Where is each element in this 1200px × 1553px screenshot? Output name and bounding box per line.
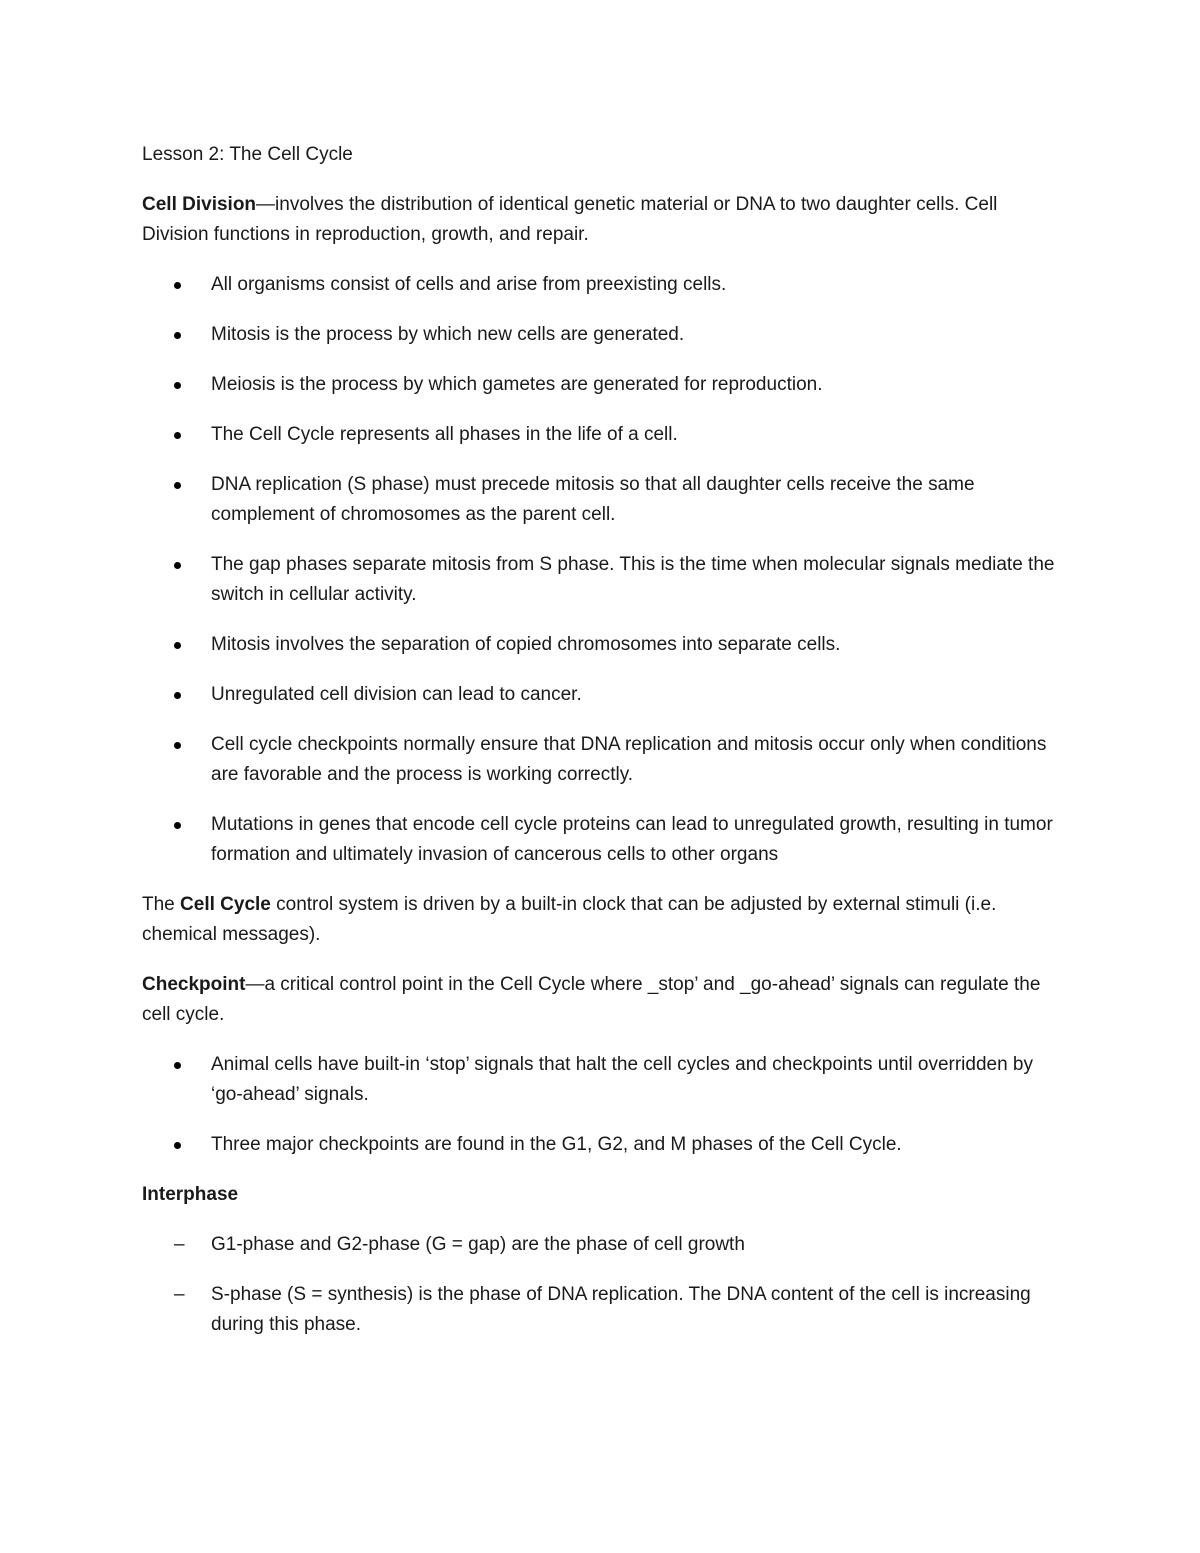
list-item: Meiosis is the process by which gametes are generated for reproduction. <box>142 370 1062 400</box>
bullet-icon <box>174 742 181 749</box>
bullet-icon <box>174 692 181 699</box>
interphase-list <box>142 1230 1062 1340</box>
checkpoint-list <box>142 1050 1062 1160</box>
bullet-icon <box>174 482 181 489</box>
document-page <box>142 140 1062 1360</box>
cell-division-paragraph <box>142 190 1062 250</box>
list-item: – S-phase (S = synthesis) is the phase of DNA replication. The DNA content of the cell is increasing during this phase. <box>142 1280 1062 1340</box>
list-item: Unregulated cell division can lead to cancer. <box>142 680 1062 710</box>
cell-division-term: Cell Division <box>142 194 257 215</box>
list-item: The Cell Cycle represents all phases in the life of a cell. <box>142 420 1062 450</box>
checkpoint-paragraph <box>142 970 1062 1030</box>
bullet-icon <box>174 1142 181 1149</box>
checkpoint-term: Checkpoint <box>142 974 246 995</box>
bullet-icon <box>174 382 181 389</box>
list-item: All organisms consist of cells and arise from preexisting cells. <box>142 270 1062 300</box>
list-item: Mitosis is the process by which new cells are generated. <box>142 320 1062 350</box>
checkpoint-definition: —a critical control point in the Cell Cycle where _stop’ and _go-ahead’ signals can regulate the cell cycle. <box>142 974 1041 1025</box>
bullet-icon <box>174 642 181 649</box>
bullet-icon <box>174 1062 181 1069</box>
interphase-heading: Interphase <box>142 1184 239 1205</box>
bullet-icon <box>174 332 181 339</box>
list-item: Cell cycle checkpoints normally ensure that DNA replication and mitosis occur only when conditions are favorable and the process is working correctly. <box>142 730 1062 790</box>
list-item: Mitosis involves the separation of copied chromosomes into separate cells. <box>142 630 1062 660</box>
bullet-icon <box>174 282 181 289</box>
control-system-paragraph: The Cell Cycle control system is driven by a built-in clock that can be adjusted by external stimuli (i.e. chemical messages). <box>142 894 997 945</box>
bullet-icon <box>174 562 181 569</box>
cell-division-definition: —involves the distribution of identical genetic material or DNA to two daughter cells. Cell Division functions in reproduction, growth, and repair. <box>142 194 998 245</box>
cell-cycle-term: Cell Cycle <box>180 894 271 915</box>
bullet-icon <box>174 432 181 439</box>
lesson-title: Lesson 2: The Cell Cycle <box>142 144 353 165</box>
dash-icon: – <box>174 1284 185 1305</box>
list-item: DNA replication (S phase) must precede mitosis so that all daughter cells receive the same complement of chromosomes as the parent cell. <box>142 470 1062 530</box>
cell-cycle-facts-list <box>142 270 1062 870</box>
list-item: Animal cells have built-in ‘stop’ signals that halt the cell cycles and checkpoints until overridden by ‘go-ahead’ signals. <box>142 1050 1062 1110</box>
list-item: – G1-phase and G2-phase (G = gap) are the phase of cell growth <box>142 1230 1062 1260</box>
bullet-icon <box>174 822 181 829</box>
list-item: Three major checkpoints are found in the G1, G2, and M phases of the Cell Cycle. <box>142 1130 1062 1160</box>
list-item: Mutations in genes that encode cell cycle proteins can lead to unregulated growth, resulting in tumor formation and ultimately invasion of cancerous cells to other organs <box>142 810 1062 870</box>
list-item: The gap phases separate mitosis from S phase. This is the time when molecular signals mediate the switch in cellular activity. <box>142 550 1062 610</box>
dash-icon: – <box>174 1234 185 1255</box>
